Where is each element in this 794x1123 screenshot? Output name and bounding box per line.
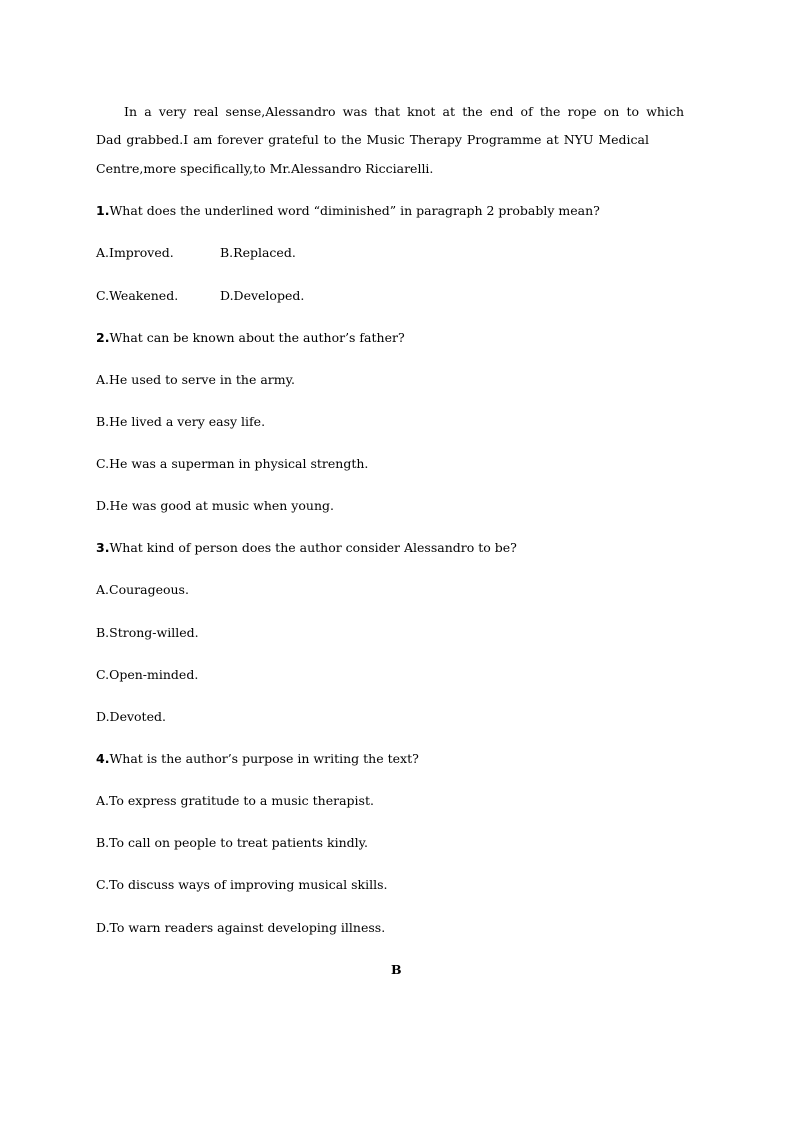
option-c: C.Open-minded. [96,667,199,682]
question-number: 1. [96,203,110,218]
option-c: C.To discuss ways of improving musical skills. [96,877,388,892]
passage-line: Centre,more specifically,to Mr.Alessandro Ricciarelli. [96,161,434,176]
option-c: C.He was a superman in physical strength. [96,456,369,471]
question-1 [96,203,600,219]
passage-line: Dad grabbed.I am forever grateful to the Music Therapy Programme at NYU Medical [96,132,649,147]
question-text: What does the underlined word “diminished” in paragraph 2 probably mean? [109,203,600,218]
question-number: 3. [96,540,110,555]
option-b: B.To call on people to treat patients kindly. [96,835,368,850]
passage-line: In a very real sense,Alessandro was that knot at the end of the rope on to which [124,104,684,119]
option-d: D.Devoted. [96,709,166,724]
question-number: 2. [96,330,110,345]
question-4 [96,751,419,767]
question-text: What is the author’s purpose in writing the text? [109,751,419,766]
question-text: What kind of person does the author consider Alessandro to be? [109,540,517,555]
option-c: C.Weakened. [96,288,179,303]
option-d: D.Developed. [220,288,305,303]
question-2 [96,330,405,346]
question-text: What can be known about the author’s father? [109,330,405,345]
option-b: B.He lived a very easy life. [96,414,266,429]
option-a: A.He used to serve in the army. [96,372,295,387]
option-d: D.To warn readers against developing illness. [96,920,386,935]
option-a: A.Courageous. [96,582,189,597]
question-1-options-row-1 [96,245,296,261]
section-label: B [391,962,402,977]
question-number: 4. [96,751,110,766]
option-a: A.To express gratitude to a music therapist. [96,793,374,808]
option-b: B.Replaced. [220,245,296,260]
question-1-options-row-2 [96,288,305,304]
option-b: B.Strong-willed. [96,625,199,640]
question-3 [96,540,517,556]
option-a: A.Improved. [96,245,174,260]
option-d: D.He was good at music when young. [96,498,334,513]
